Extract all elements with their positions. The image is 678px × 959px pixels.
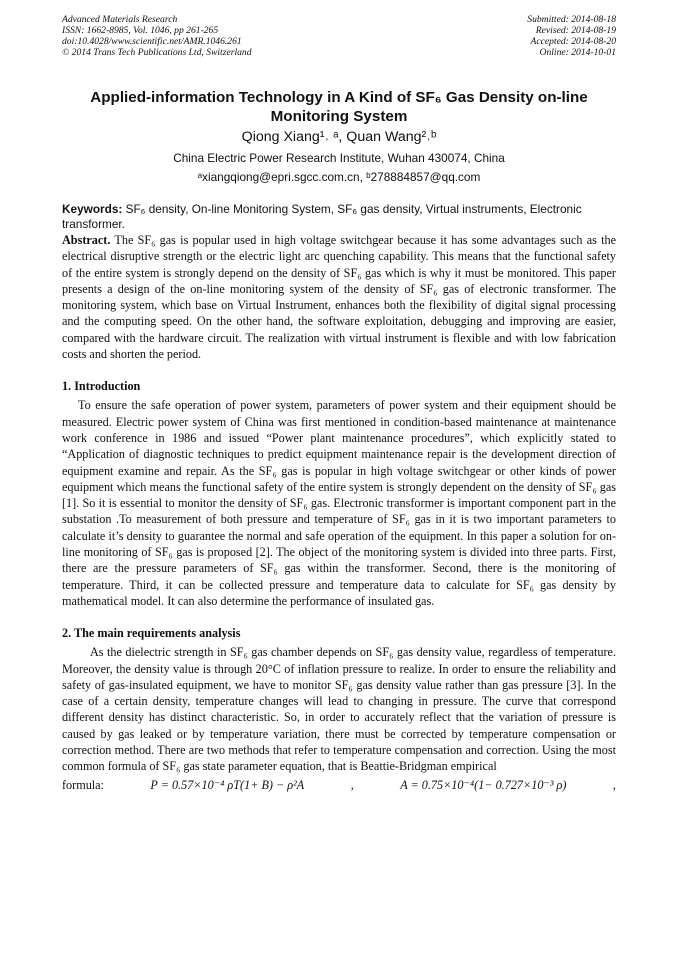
- affiliation: China Electric Power Research Institute, Wuhan 430074, China: [173, 151, 505, 165]
- journal-doi: doi:10.4028/www.scientific.net/AMR.1046.261: [62, 36, 242, 47]
- author-emails: ᵃxiangqiong@epri.sgcc.com.cn, ᵇ278884857@qq.com: [197, 170, 481, 184]
- abstract-text: The SF₆ gas is popular used in high voltage switchgear because it has some advantages such as the electrical disruptive strength or the electric light arc quenching capability. This means that the functional safety of the entire system is strongly depend on the density of SF₆ gas which is why it must be monitored. This paper presents a design of the on-line monitoring system of the density of SF₆ gas of electronic transformer. The monitoring system, which base on Virtual Instrument, enhances both the flexibility of digital signal processing and the computing speed. On the other hand, the software exploitation, debugging and improving are easier, compared with the hardware circuit. The realization with virtual instrument is flexible and with low fabrication costs and shorten the period.: [62, 233, 616, 362]
- journal-copyright: © 2014 Trans Tech Publications Ltd, Switzerland: [62, 47, 252, 58]
- section-2-text: As the dielectric strength in SF₆ gas chamber depends on SF₆ gas density value, regardless of temperature. Moreover, the density value is through 20°C of inflation pressure to realize. In order to ensure the reliability and safety of gas-insulated equipment, we have to monitor SF₆ gas density value rather than gas pressure [3]. In the case of a certain density, temperature changes will lead to changing in pressure. The curve that correspond different density has distinct characteristic. So, in order to accurately reflect that the variation of pressure is caused by gas leaked or by temperature variation, there must be corrected by temperature compensation or correction method. There are two methods that refer to temperature compensation and correction. Using the most common formula of SF₆ gas state parameter equation, that is Beattie-Bridgman empirical: [62, 645, 616, 774]
- equation-a: A = 0.75×10⁻⁴(1− 0.727×10⁻³ ρ): [400, 777, 567, 792]
- publication-dates: [527, 14, 616, 58]
- keywords-label: Keywords:: [62, 202, 123, 216]
- paper-title: [62, 88, 616, 126]
- formula-separator-2: ,: [612, 777, 616, 792]
- date-online: Online: 2014-10-01: [539, 47, 616, 58]
- title-line-2: Monitoring System: [270, 108, 408, 125]
- formula-line: [62, 776, 616, 794]
- journal-header: [62, 14, 616, 58]
- section-2-heading: 2. The main requirements analysis: [62, 626, 241, 641]
- date-revised: Revised: 2014-08-19: [535, 25, 616, 36]
- formula-label: formula:: [62, 777, 104, 792]
- journal-info: [62, 14, 252, 58]
- formula-separator-1: ,: [350, 777, 354, 792]
- journal-issn: ISSN: 1662-8985, Vol. 1046, pp 261-265: [62, 25, 219, 36]
- journal-name: Advanced Materials Research: [62, 14, 178, 25]
- title-line-1: Applied-information Technology in A Kind of SF₆ Gas Density on-line: [90, 89, 588, 106]
- equation-pressure: P = 0.57×10⁻⁴ ρT(1+ B) − ρ²A: [150, 777, 305, 792]
- paper-page: [62, 14, 616, 794]
- keywords-text: SF₆ density, On-line Monitoring System, SF₆ gas density, Virtual instruments, Electronic transformer.: [62, 202, 582, 231]
- authors: Qiong Xiang¹˒ ᵃ, Quan Wang²˒ᵇ: [241, 129, 437, 145]
- section-1-heading: 1. Introduction: [62, 379, 141, 394]
- abstract: [62, 232, 616, 362]
- date-submitted: Submitted: 2014-08-18: [527, 14, 616, 25]
- abstract-label: Abstract.: [62, 233, 111, 247]
- keywords: [62, 202, 616, 232]
- section-1-text: To ensure the safe operation of power system, parameters of power system and their equipment should be measured. Electric power system of China was first mentioned in condition-based maintenance at maintenance work conference in 1986 and issued “Power plant maintenance procedures”, which explicitly stated to “Application of diagnostic techniques to predict equipment maintenance repair is the development direction of equipment examine and repair. As the SF₆ gas is popular in high voltage switchgear or other kinds of power equipment which means the functional safety of the entire system is strongly dependent on the density of SF₆ gas [1]. So it is essential to monitor the density of SF₆ gas. Electronic transformer is important component part in the substation .To measurement of both pressure and temperature of SF₆ gas in it is two important parameters to calculate it’s density to guarantee the normal and safe operation of the equipment. In this paper a solution for on-line monitoring of SF₆ gas is proposed [2]. The object of the monitoring system is divided into three parts. First, there are the pressure parameters of SF₆ gas within the transformer. Second, there is the monitoring of temperature. Third, it can be collected pressure and temperature data to calculate for SF₆ gas density by mathematical model. It can also determine the performance of insulated gas.: [62, 398, 616, 608]
- date-accepted: Accepted: 2014-08-20: [530, 36, 616, 47]
